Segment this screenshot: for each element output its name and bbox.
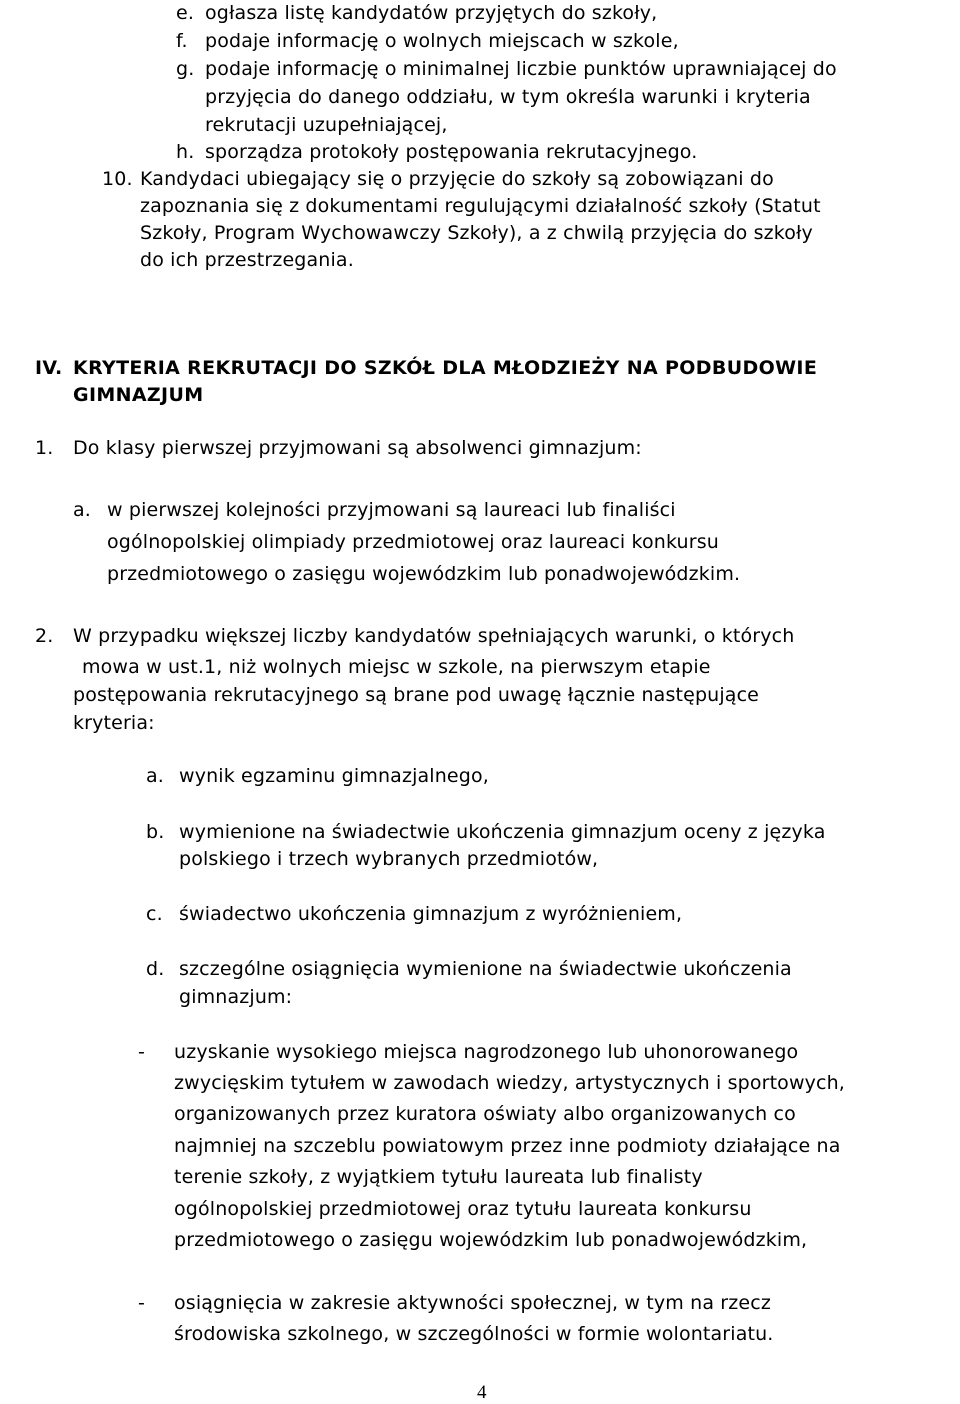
dash-item-1-line: zwycięskim tytułem w zawodach wiedzy, artystycznych i sportowych, — [174, 1072, 846, 1094]
criterion-b-line: wymienione na świadectwie ukończenia gimnazjum oceny z języka — [179, 821, 826, 843]
point-10-line: Kandydaci ubiegający się o przyjęcie do szkoły są zobowiązani do — [140, 168, 774, 190]
list-marker-h: h. — [176, 141, 195, 163]
list-item-g-line: rekrutacji uzupełniającej, — [205, 114, 448, 136]
item-1-marker: 1. — [35, 437, 54, 459]
item-1-text: Do klasy pierwszej przyjmowani są absolwenci gimnazjum: — [73, 437, 642, 459]
criterion-d-marker: d. — [146, 958, 165, 980]
criterion-c-text: świadectwo ukończenia gimnazjum z wyróżnieniem, — [179, 903, 683, 925]
dash-item-1-line: najmniej na szczeblu powiatowym przez inne podmioty działające na — [174, 1135, 841, 1157]
point-10-marker: 10. — [102, 168, 133, 190]
point-10-line: Szkoły, Program Wychowawczy Szkoły), a z chwilą przyjęcia do szkoły — [140, 222, 813, 244]
dash-bullet: - — [138, 1292, 146, 1314]
criterion-d-line: gimnazjum: — [179, 986, 293, 1008]
item-2-line: W przypadku większej liczby kandydatów spełniających warunki, o których — [73, 625, 795, 647]
page-number: 4 — [477, 1382, 487, 1403]
item-1a-line: ogólnopolskiej olimpiady przedmiotowej oraz laureaci konkursu — [107, 531, 719, 553]
list-item-h-text: sporządza protokoły postępowania rekrutacyjnego. — [205, 141, 698, 163]
section-title: KRYTERIA REKRUTACJI DO SZKÓŁ DLA MŁODZIEŻY NA PODBUDOWIE — [73, 357, 818, 379]
list-marker-g: g. — [176, 58, 195, 80]
item-1a-line: w pierwszej kolejności przyjmowani są laureaci lub finaliści — [107, 499, 676, 521]
criterion-a-text: wynik egzaminu gimnazjalnego, — [179, 765, 489, 787]
item-1a-marker: a. — [73, 499, 91, 521]
criterion-b-marker: b. — [146, 821, 165, 843]
dash-item-1-line: przedmiotowego o zasięgu wojewódzkim lub ponadwojewódzkim, — [174, 1229, 808, 1251]
section-title: GIMNAZJUM — [73, 384, 204, 406]
dash-item-2-line: środowiska szkolnego, w szczególności w formie wolontariatu. — [174, 1323, 774, 1345]
list-item-g-line: podaje informację o minimalnej liczbie punktów uprawniającej do — [205, 58, 837, 80]
item-2-line: kryteria: — [73, 712, 155, 734]
point-10-line: zapoznania się z dokumentami regulującymi działalność szkoły (Statut — [140, 195, 821, 217]
dash-item-2-line: osiągnięcia w zakresie aktywności społecznej, w tym na rzecz — [174, 1292, 771, 1314]
list-marker-e: e. — [176, 2, 195, 24]
dash-item-1-line: uzyskanie wysokiego miejsca nagrodzonego lub uhonorowanego — [174, 1041, 799, 1063]
criterion-d-line: szczególne osiągnięcia wymienione na świadectwie ukończenia — [179, 958, 792, 980]
section-numeral: IV. — [35, 357, 63, 379]
dash-bullet: - — [138, 1041, 146, 1063]
list-item-e-text: ogłasza listę kandydatów przyjętych do szkoły, — [205, 2, 658, 24]
dash-item-1-line: organizowanych przez kuratora oświaty albo organizowanych co — [174, 1103, 796, 1125]
dash-item-1-line: terenie szkoły, z wyjątkiem tytułu laureata lub finalisty — [174, 1166, 703, 1188]
item-2-line: postępowania rekrutacyjnego są brane pod uwagę łącznie następujące — [73, 684, 760, 706]
list-item-g-line: przyjęcia do danego oddziału, w tym określa warunki i kryteria — [205, 86, 811, 108]
item-2-line: mowa w ust.1, niż wolnych miejsc w szkole, na pierwszym etapie — [82, 656, 711, 678]
list-item-f-text: podaje informację o wolnych miejscach w szkole, — [205, 30, 679, 52]
criterion-a-marker: a. — [146, 765, 164, 787]
dash-item-1-line: ogólnopolskiej przedmiotowej oraz tytułu laureata konkursu — [174, 1198, 752, 1220]
point-10-line: do ich przestrzegania. — [140, 249, 354, 271]
criterion-c-marker: c. — [146, 903, 163, 925]
item-1a-line: przedmiotowego o zasięgu wojewódzkim lub ponadwojewódzkim. — [107, 563, 741, 585]
list-marker-f: f. — [176, 30, 188, 52]
item-2-marker: 2. — [35, 625, 54, 647]
criterion-b-line: polskiego i trzech wybranych przedmiotów, — [179, 848, 599, 870]
